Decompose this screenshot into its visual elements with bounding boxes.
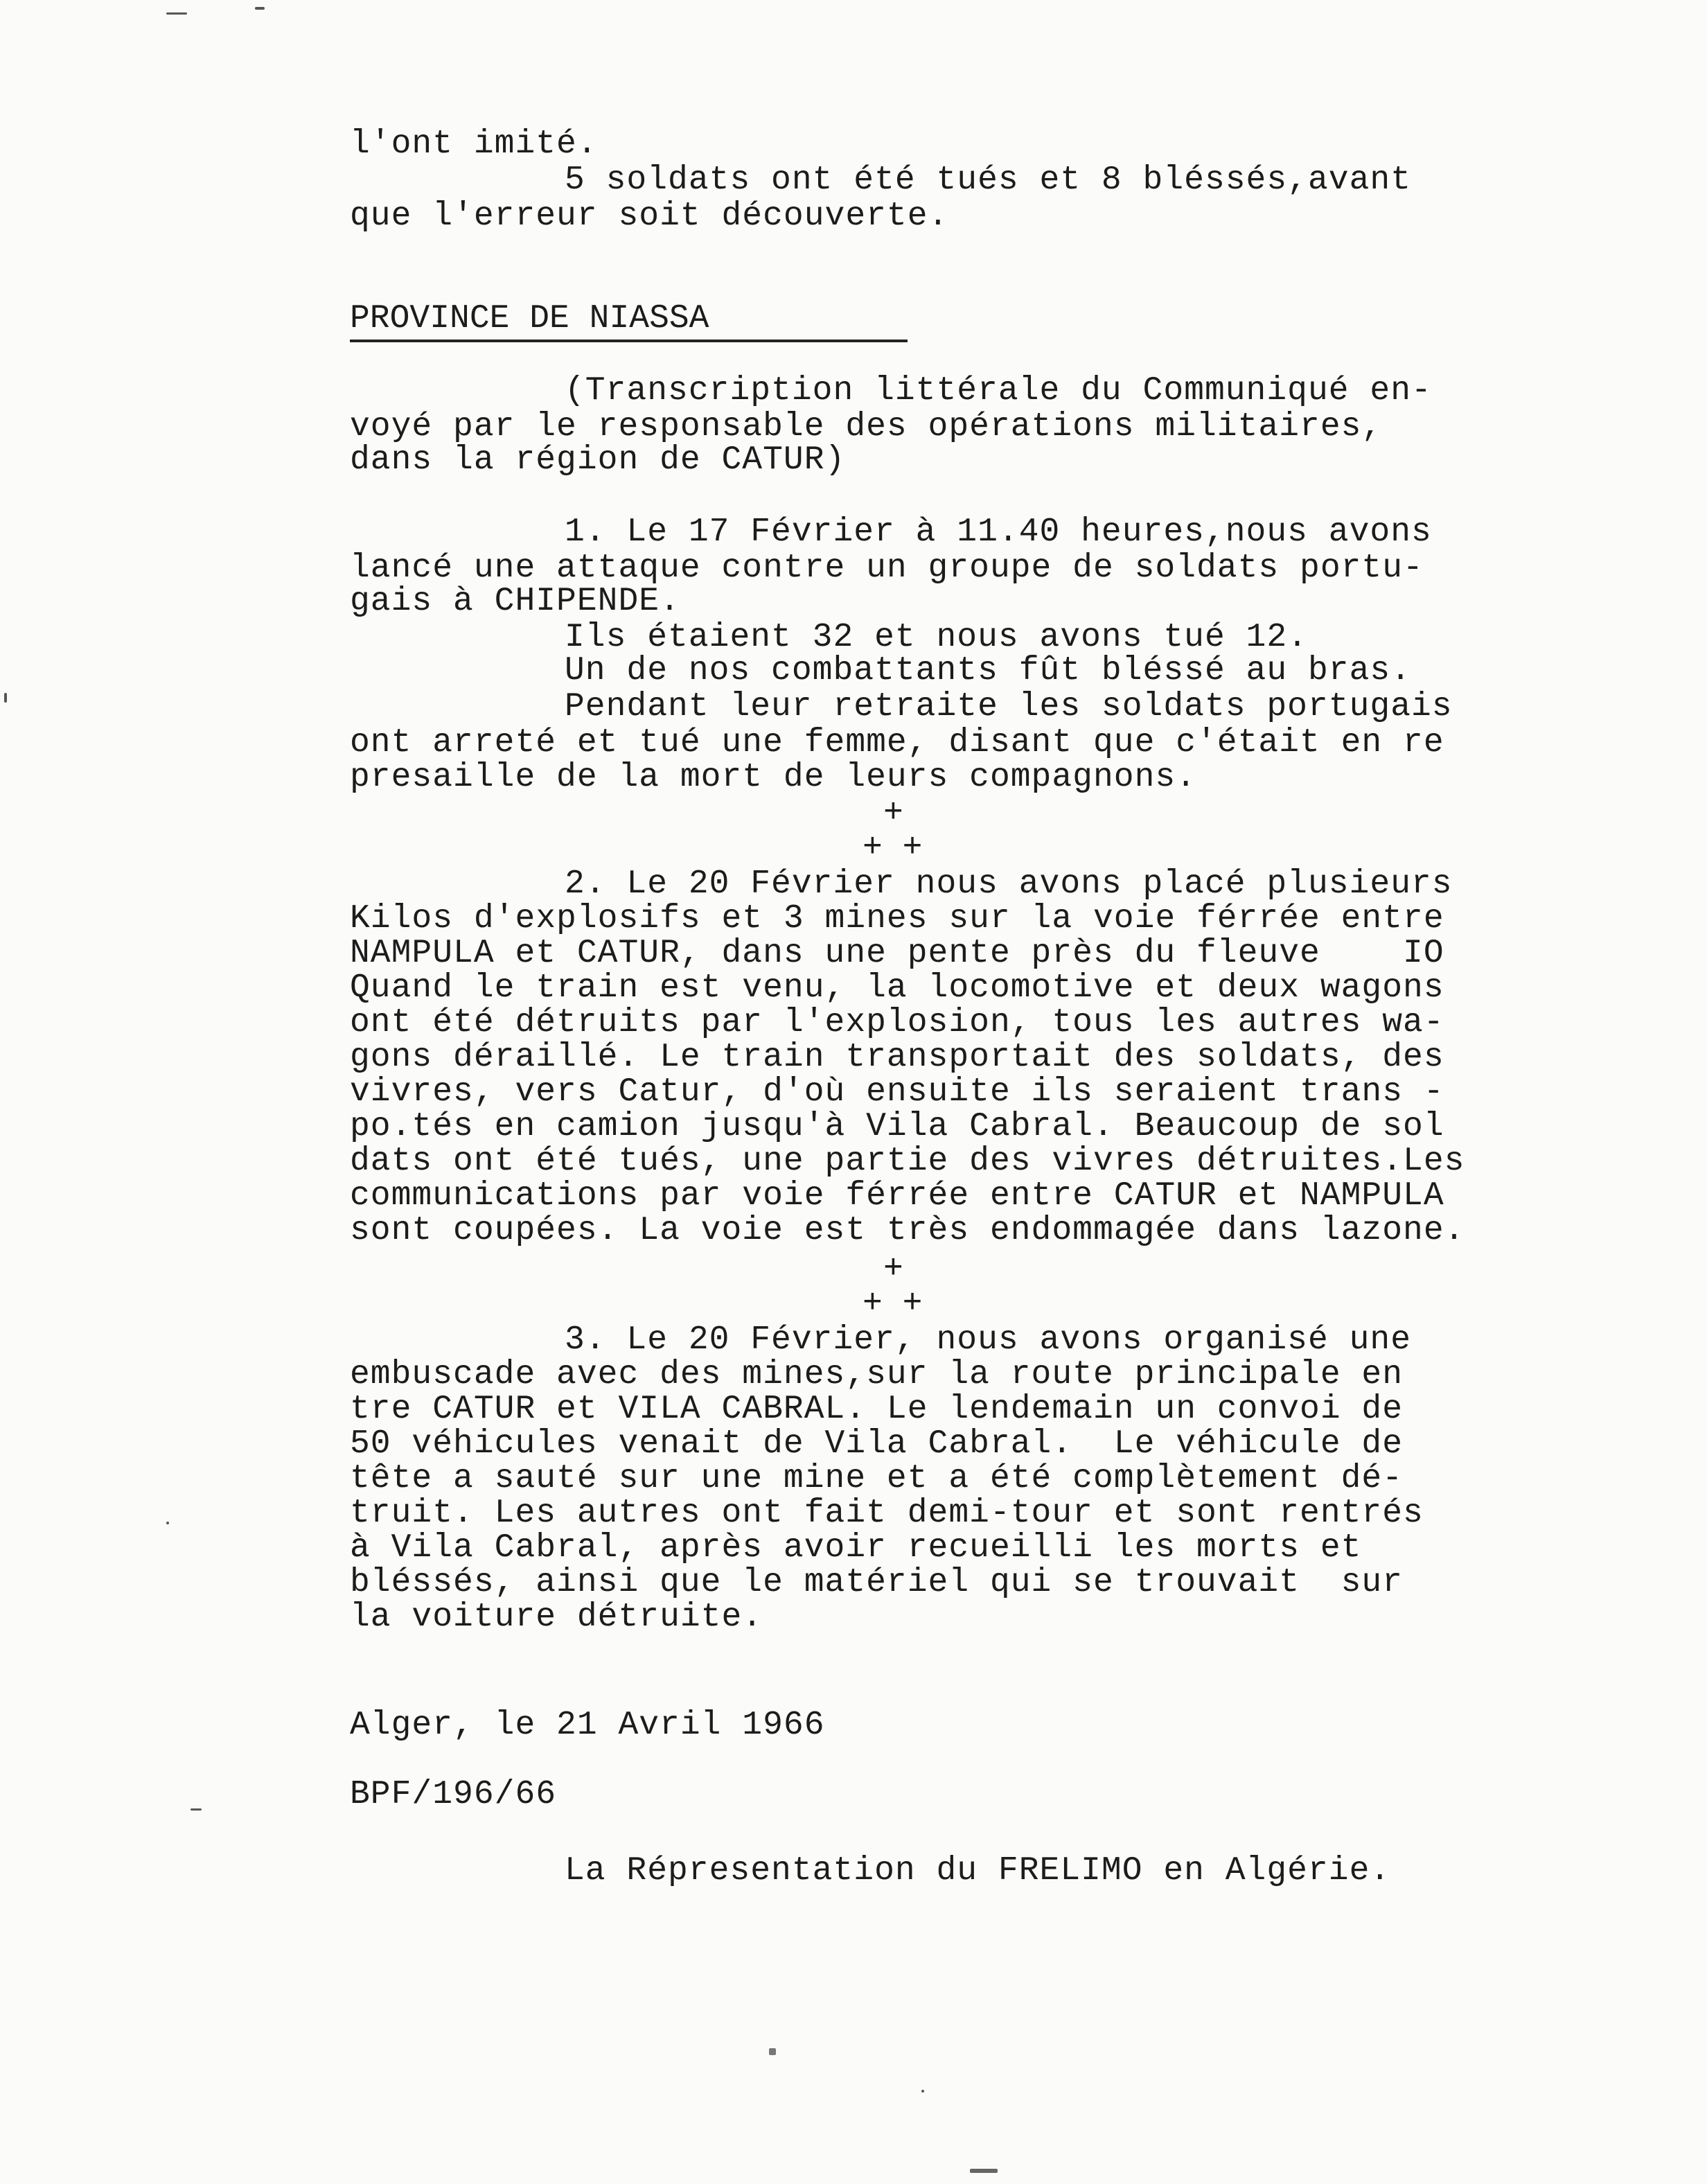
body-line: dats ont été tués, une partie des vivres détruites.Les: [350, 1143, 1465, 1180]
body-line: truit. Les autres ont fait demi-tour et sont rentrés: [350, 1495, 1424, 1532]
body-line: NAMPULA et CATUR, dans une pente près du fleuve IO: [350, 935, 1444, 972]
body-line: embuscade avec des mines,sur la route principale en: [350, 1356, 1404, 1393]
heading-underline: [350, 340, 908, 342]
body-line: 3. Le 20 Février, nous avons organisé une: [565, 1321, 1411, 1359]
scan-speck: [4, 693, 7, 703]
body-line: gais à CHIPENDE.: [350, 583, 680, 620]
body-line: sont coupées. La voie est très endommagée dans lazone.: [350, 1212, 1465, 1249]
body-line: que l'erreur soit découverte.: [350, 197, 949, 235]
separator-mark: + +: [863, 1285, 923, 1323]
body-line: l'ont imité.: [350, 125, 598, 163]
separator-mark: + +: [863, 829, 923, 867]
place-date: Alger, le 21 Avril 1966: [350, 1707, 825, 1744]
body-line: 5 soldats ont été tués et 8 bléssés,avant: [565, 161, 1411, 199]
body-line: voyé par le responsable des opérations militaires,: [350, 408, 1383, 446]
body-line: la voiture détruite.: [350, 1599, 763, 1636]
body-line: lancé une attaque contre un groupe de soldats portu-: [350, 549, 1424, 587]
body-line: bléssés, ainsi que le matériel qui se trouvait sur: [350, 1564, 1404, 1601]
body-line: 50 véhicules venait de Vila Cabral. Le véhicule de: [350, 1425, 1404, 1463]
body-line: vivres, vers Catur, d'où ensuite ils seraient trans -: [350, 1073, 1444, 1111]
body-line: communications par voie férrée entre CATUR et NAMPULA: [350, 1177, 1444, 1215]
scan-speck: [166, 12, 187, 15]
body-line: ont arreté et tué une femme, disant que c'était en re: [350, 724, 1444, 761]
scan-speck: [769, 2048, 776, 2055]
body-line: 2. Le 20 Février nous avons placé plusieurs: [565, 865, 1453, 903]
body-line: Un de nos combattants fût bléssé au bras.: [565, 652, 1411, 689]
body-line: dans la région de CATUR): [350, 441, 846, 479]
scan-speck: [970, 2169, 998, 2173]
body-line: po.tés en camion jusqu'à Vila Cabral. Beaucoup de sol: [350, 1108, 1444, 1145]
scan-speck: [921, 2090, 924, 2093]
separator-mark: +: [883, 1251, 903, 1288]
section-heading: PROVINCE DE NIASSA: [350, 300, 709, 337]
body-line: à Vila Cabral, après avoir recueilli les morts et: [350, 1529, 1362, 1567]
body-line: presaille de la mort de leurs compagnons.: [350, 759, 1196, 796]
scan-speck: [166, 1522, 169, 1524]
body-line: 1. Le 17 Février à 11.40 heures,nous avons: [565, 513, 1432, 551]
body-line: Pendant leur retraite les soldats portugais: [565, 688, 1453, 725]
body-line: tête a sauté sur une mine et a été complètement dé-: [350, 1460, 1404, 1497]
body-line: gons déraillé. Le train transportait des soldats, des: [350, 1039, 1444, 1076]
body-line: (Transcription littérale du Communiqué en-: [565, 372, 1432, 410]
body-line: ont été détruits par l'explosion, tous les autres wa-: [350, 1004, 1444, 1041]
body-line: Ils étaient 32 et nous avons tué 12.: [565, 619, 1308, 656]
reference-number: BPF/196/66: [350, 1776, 557, 1813]
scan-speck: [191, 1808, 202, 1811]
body-line: Kilos d'explosifs et 3 mines sur la voie férrée entre: [350, 900, 1444, 937]
scan-speck: [255, 7, 265, 10]
body-line: Quand le train est venu, la locomotive et deux wagons: [350, 969, 1444, 1007]
signature-line: La Répresentation du FRELIMO en Algérie.: [565, 1852, 1391, 1890]
body-line: tre CATUR et VILA CABRAL. Le lendemain un convoi de: [350, 1391, 1404, 1428]
separator-mark: +: [883, 795, 903, 832]
